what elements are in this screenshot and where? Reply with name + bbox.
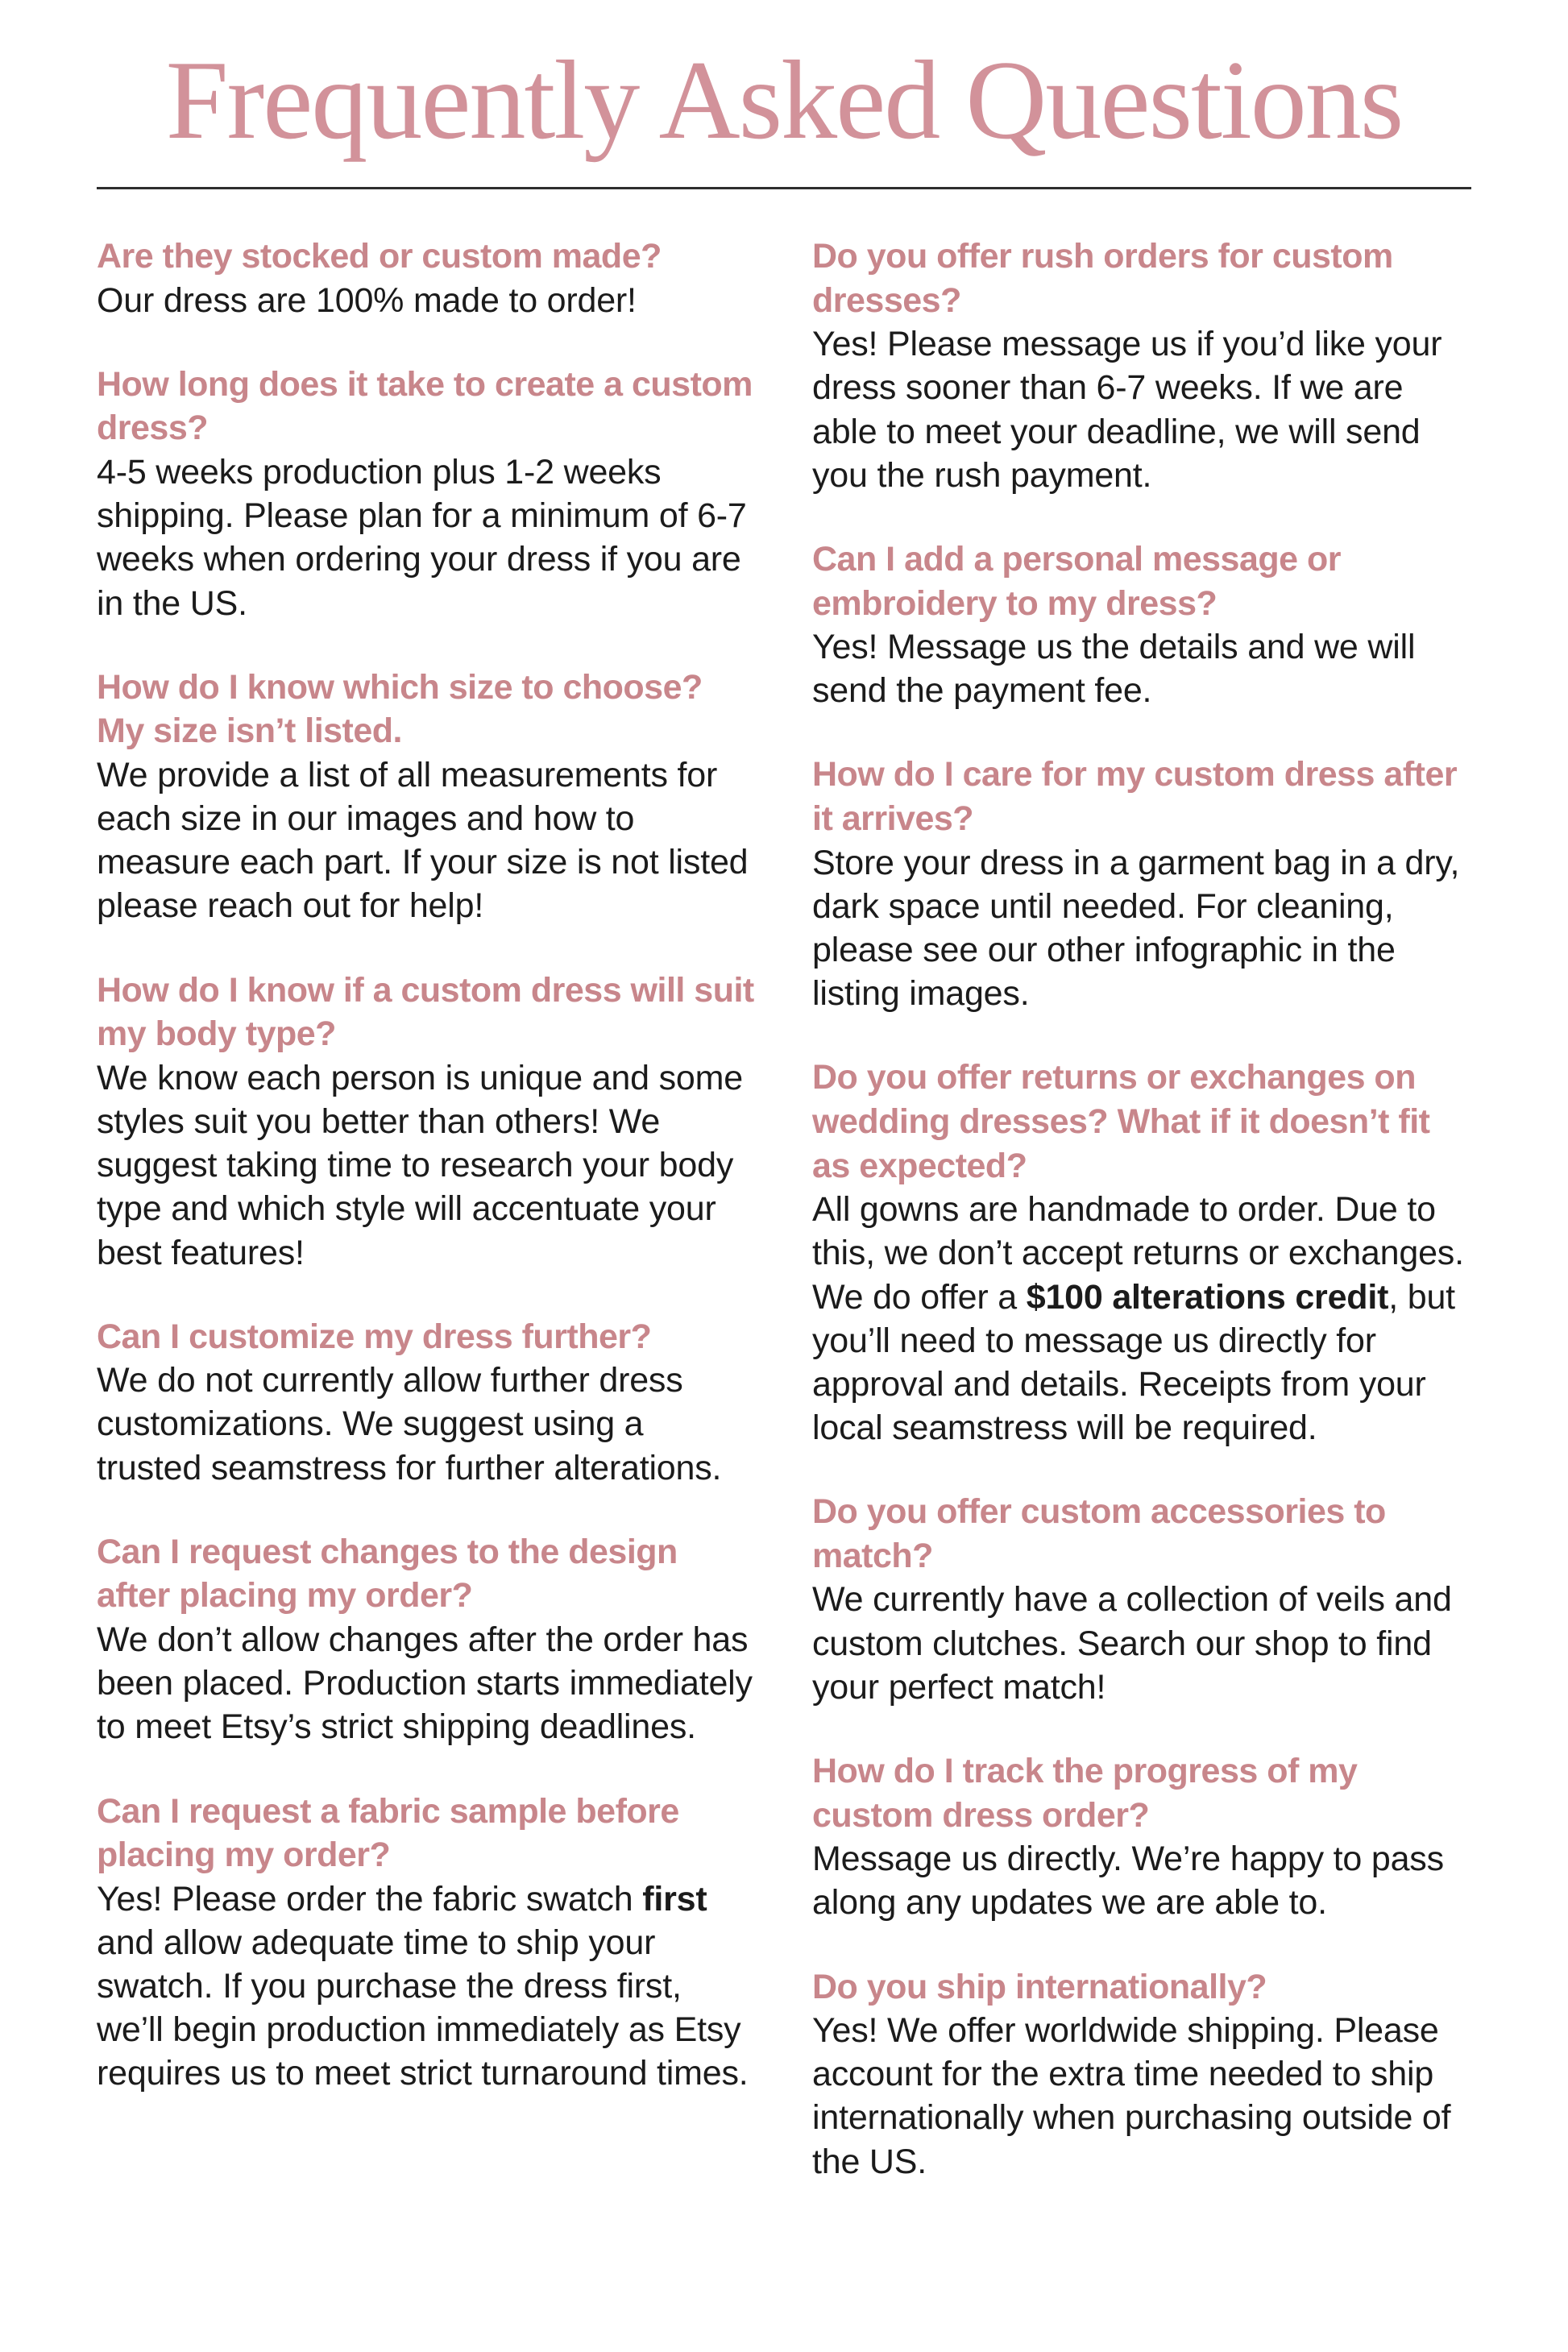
answer-text: We do not currently allow further dress customizations. We suggest using a trusted seamstress for further alterations.	[97, 1361, 722, 1487]
faq-item	[812, 753, 1471, 1015]
answer-text: Our dress are 100% made to order!	[97, 280, 637, 320]
answer-text: We don’t allow changes after the order has been placed. Production starts immediately to meet Etsy’s strict shipping deadlines.	[97, 1620, 753, 1747]
faq-question: Can I request a fabric sample before placing my order?	[97, 1791, 679, 1875]
faq-answer	[97, 279, 756, 322]
answer-text: We know each person is unique and some styles suit you better than others! We suggest taking time to research your body type and which style will accentuate your best features!	[97, 1058, 743, 1272]
faq-item	[97, 969, 756, 1275]
answer-text: Yes! Message us the details and we will send the payment fee.	[812, 628, 1416, 711]
faq-answer	[812, 322, 1471, 497]
faq-question: Do you offer returns or exchanges on wedding dresses? What if it doesn’t fit as expected?	[812, 1058, 1430, 1185]
answer-text: Yes! Please message us if you’d like your dress sooner than 6-7 weeks. If we are able to meet your deadline, we will send you the rush payment.	[812, 325, 1442, 495]
faq-item	[812, 234, 1471, 497]
faq-answer	[97, 1056, 756, 1275]
faq-answer	[97, 450, 756, 625]
faq-item	[97, 363, 756, 625]
faq-answer	[97, 1877, 756, 2096]
answer-text: Yes! Please order the fabric swatch	[97, 1879, 643, 1919]
faq-item	[97, 1530, 756, 1749]
faq-question: Can I customize my dress further?	[97, 1317, 652, 1356]
faq-answer	[97, 1359, 756, 1490]
answer-bold-text: first	[642, 1879, 707, 1919]
faq-item	[812, 1965, 1471, 2184]
faq-answer	[97, 753, 756, 928]
faq-item	[812, 1056, 1471, 1450]
answer-text: Store your dress in a garment bag in a dry, dark space until needed. For cleaning, please see our other infographic in the listing images.	[812, 843, 1460, 1014]
answer-text: and allow adequate time to ship your swatch. If you purchase the dress first, we’ll begin production immediately as Etsy requires us to meet strict turnaround times.	[97, 1923, 749, 2093]
faq-question: Do you ship internationally?	[812, 1967, 1267, 2006]
faq-answer	[812, 1578, 1471, 1709]
faq-question: How do I know if a custom dress will suit my body type?	[97, 970, 754, 1054]
faq-column-right	[812, 234, 1471, 2224]
faq-answer	[97, 1618, 756, 1749]
faq-column-left	[97, 234, 756, 2224]
faq-question: How do I know which size to choose? My size isn’t listed.	[97, 667, 703, 751]
answer-text: 4-5 weeks production plus 1-2 weeks shipping. Please plan for a minimum of 6-7 weeks when ordering your dress if you are in the US.	[97, 453, 747, 623]
page-title: Frequently Asked Questions	[165, 38, 1403, 163]
faq-item	[812, 1749, 1471, 1925]
title-divider	[97, 187, 1471, 189]
faq-question: Can I add a personal message or embroidery to my dress?	[812, 539, 1342, 623]
faq-question: How do I track the progress of my custom dress order?	[812, 1751, 1358, 1835]
answer-text: , but you’ll need to message us directly for approval and details. Receipts from your local seamstress will be required.	[812, 1277, 1455, 1448]
faq-item	[97, 1315, 756, 1490]
faq-item	[812, 1490, 1471, 1709]
faq-item	[97, 666, 756, 928]
answer-text: We currently have a collection of veils and custom clutches. Search our shop to find your perfect match!	[812, 1580, 1452, 1707]
faq-answer	[812, 1837, 1471, 1924]
faq-answer	[812, 1188, 1471, 1450]
faq-question: How long does it take to create a custom dress?	[97, 364, 753, 448]
answer-text: All gowns are handmade to order. Due to this, we don’t accept returns or exchanges. We do offer a	[812, 1190, 1464, 1317]
faq-answer	[812, 625, 1471, 712]
faq-answer	[812, 2009, 1471, 2184]
answer-text: Message us directly. We’re happy to pass along any updates we are able to.	[812, 1840, 1444, 1923]
answer-text: We provide a list of all measurements for each size in our images and how to measure each part. If your size is not listed please reach out for help!	[97, 755, 749, 926]
faq-columns	[97, 234, 1471, 2224]
faq-item	[97, 1790, 756, 2096]
faq-question: Do you offer rush orders for custom dresses?	[812, 237, 1393, 320]
faq-question: Are they stocked or custom made?	[97, 237, 662, 276]
faq-item	[812, 537, 1471, 713]
answer-bold-text: $100 alterations credit	[1026, 1277, 1389, 1317]
faq-answer	[812, 841, 1471, 1016]
answer-text: Yes! We offer worldwide shipping. Please account for the extra time needed to ship internationally when purchasing outside of the US.	[812, 2011, 1451, 2181]
faq-question: How do I care for my custom dress after it arrives?	[812, 755, 1458, 839]
faq-question: Can I request changes to the design after placing my order?	[97, 1532, 678, 1616]
faq-item	[97, 234, 756, 322]
faq-question: Do you offer custom accessories to match?	[812, 1492, 1386, 1575]
